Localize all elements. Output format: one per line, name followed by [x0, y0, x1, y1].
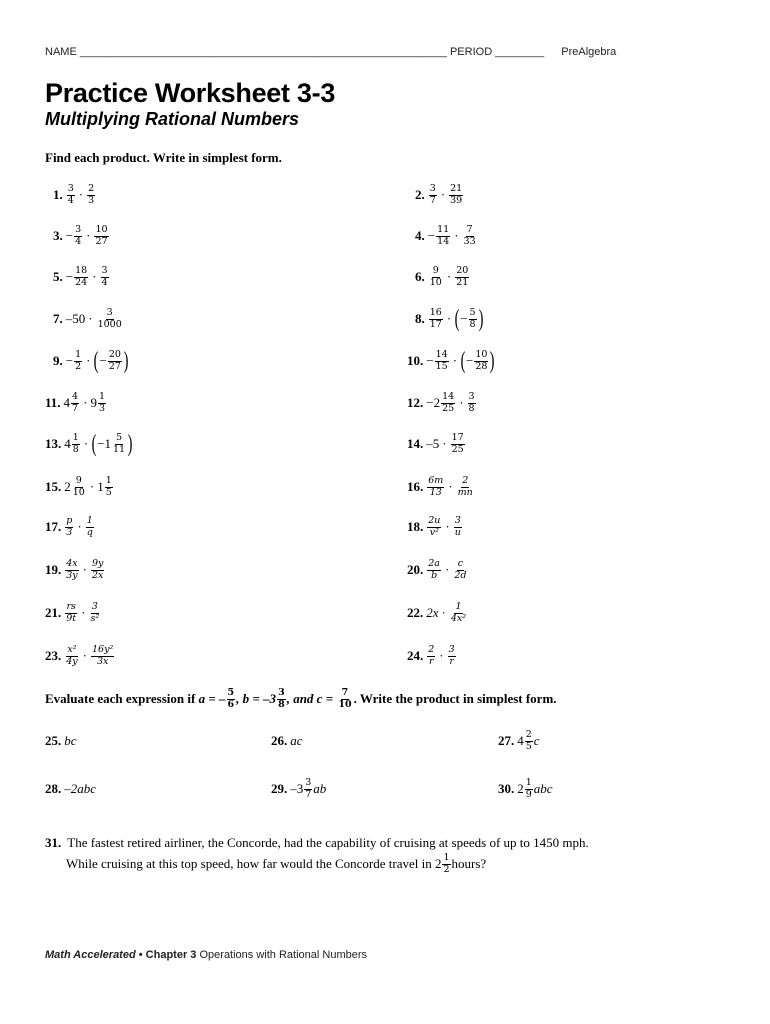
- problem-15: 15. 2 $\frac{9}{10}$ · 1 $\frac{1}{5}$: [45, 474, 112, 498]
- problem-20: 20. $\frac{2a}{b}$ · $\frac{c}{2d}$: [407, 557, 467, 581]
- problem-4: 4. − $\frac{11}{14}$ · $\frac{7}{33}$: [415, 223, 476, 247]
- course-label: PreAlgebra: [561, 46, 617, 58]
- problem-8: 8. $\frac{16}{17}$ · ( − $\frac{5}{8}$ ): [415, 306, 483, 332]
- header-line: [45, 46, 745, 58]
- page-subtitle: Multiplying Rational Numbers: [45, 109, 300, 129]
- problem-13: 13. 4 $\frac{1}{8}$ · ( − 1 $\frac{5}{11}$ ): [45, 431, 133, 457]
- problem-2: 2. $\frac{3}{7}$ · $\frac{21}{39}$: [415, 182, 463, 206]
- problem-17: 17. $\frac{p}{3}$ · $\frac{1}{q}$: [45, 514, 93, 538]
- period-blank[interactable]: ________: [495, 46, 545, 58]
- problem-12: 12. − 2 $\frac{14}{25}$ · $\frac{3}{8}$: [407, 390, 475, 414]
- problem-24: 24. $\frac{2}{r}$ · $\frac{3}{r}$: [407, 643, 455, 667]
- problem-21: 21. $\frac{rs}{9t}$ · $\frac{3}{\text{s²}}$: [45, 600, 100, 624]
- problem-26: 26. ac: [271, 733, 303, 748]
- problem-25: 25. bc: [45, 733, 77, 748]
- period-label: PERIOD: [449, 46, 493, 58]
- problem-6: 6. $\frac{9}{10}$ · $\frac{20}{21}$: [415, 264, 469, 288]
- evaluate-instructions: Evaluate each expression if a = – $\frac{5}{6}$ , b = –3 $\frac{3}{8}$ , and c = $\frac{7}{10}$ . Write the product in simplest form.: [45, 687, 557, 710]
- problem-28: 28. –2abc: [45, 781, 97, 796]
- problem-11: 11. 4 $\frac{4}{7}$ · 9 $\frac{1}{3}$: [45, 390, 105, 414]
- problem-31: 31. The fastest retired airliner, the Concorde, had the capability of cruising at speeds of up to 1450 mph. While cruising at this top speed, how far would the Concorde travel in 2 $\frac{1}{2}$ hours?: [45, 835, 589, 875]
- problem-22: 22. 2x · $\frac{1}{\text{4x²}}$: [407, 600, 467, 624]
- instructions: Find each product. Write in simplest form.: [45, 150, 282, 165]
- name-blank[interactable]: ____________________________________________________________: [79, 46, 447, 58]
- name-label: NAME: [45, 46, 77, 58]
- problem-5: 5. − $\frac{18}{24}$ · $\frac{3}{4}$: [53, 264, 108, 288]
- problem-23: 23. $\frac{\text{x²}}{4y}$ · $\frac{\text{16y²}}{3x}$: [45, 643, 114, 667]
- problem-3: 3. − $\frac{3}{4}$ · $\frac{10}{27}$: [53, 223, 108, 247]
- problem-1: 1. $\frac{3}{4}$ · $\frac{2}{3}$: [53, 182, 95, 206]
- problem-16: 16. $\frac{6m}{13}$ · $\frac{2}{mn}$: [407, 474, 473, 498]
- problem-27: 27. 4 $\frac{2}{5}$ c: [498, 728, 540, 752]
- problem-7: 7. –50 · $\frac{3}{1000}$: [53, 306, 122, 330]
- problem-14: 14. –5 · $\frac{17}{25}$: [407, 431, 464, 455]
- problem-10: 10. − $\frac{14}{15}$ · ( − $\frac{10}{28}$ ): [407, 348, 495, 374]
- problem-29: 29. –3 $\frac{3}{7}$ ab: [271, 776, 327, 800]
- problem-9: 9. − $\frac{1}{2}$ · ( − $\frac{20}{27}$ ): [53, 348, 129, 374]
- problem-19: 19. $\frac{4x}{3y}$ · $\frac{9y}{2x}$: [45, 557, 104, 581]
- page-title: Practice Worksheet 3-3: [45, 78, 336, 108]
- problem-18: 18. $\frac{2u}{\text{v²}}$ · $\frac{3}{u}$: [407, 514, 461, 538]
- footer: Math Accelerated • Chapter 3 Operations with Rational Numbers: [45, 949, 368, 961]
- problem-30: 30. 2 $\frac{1}{9}$ abc: [498, 776, 553, 800]
